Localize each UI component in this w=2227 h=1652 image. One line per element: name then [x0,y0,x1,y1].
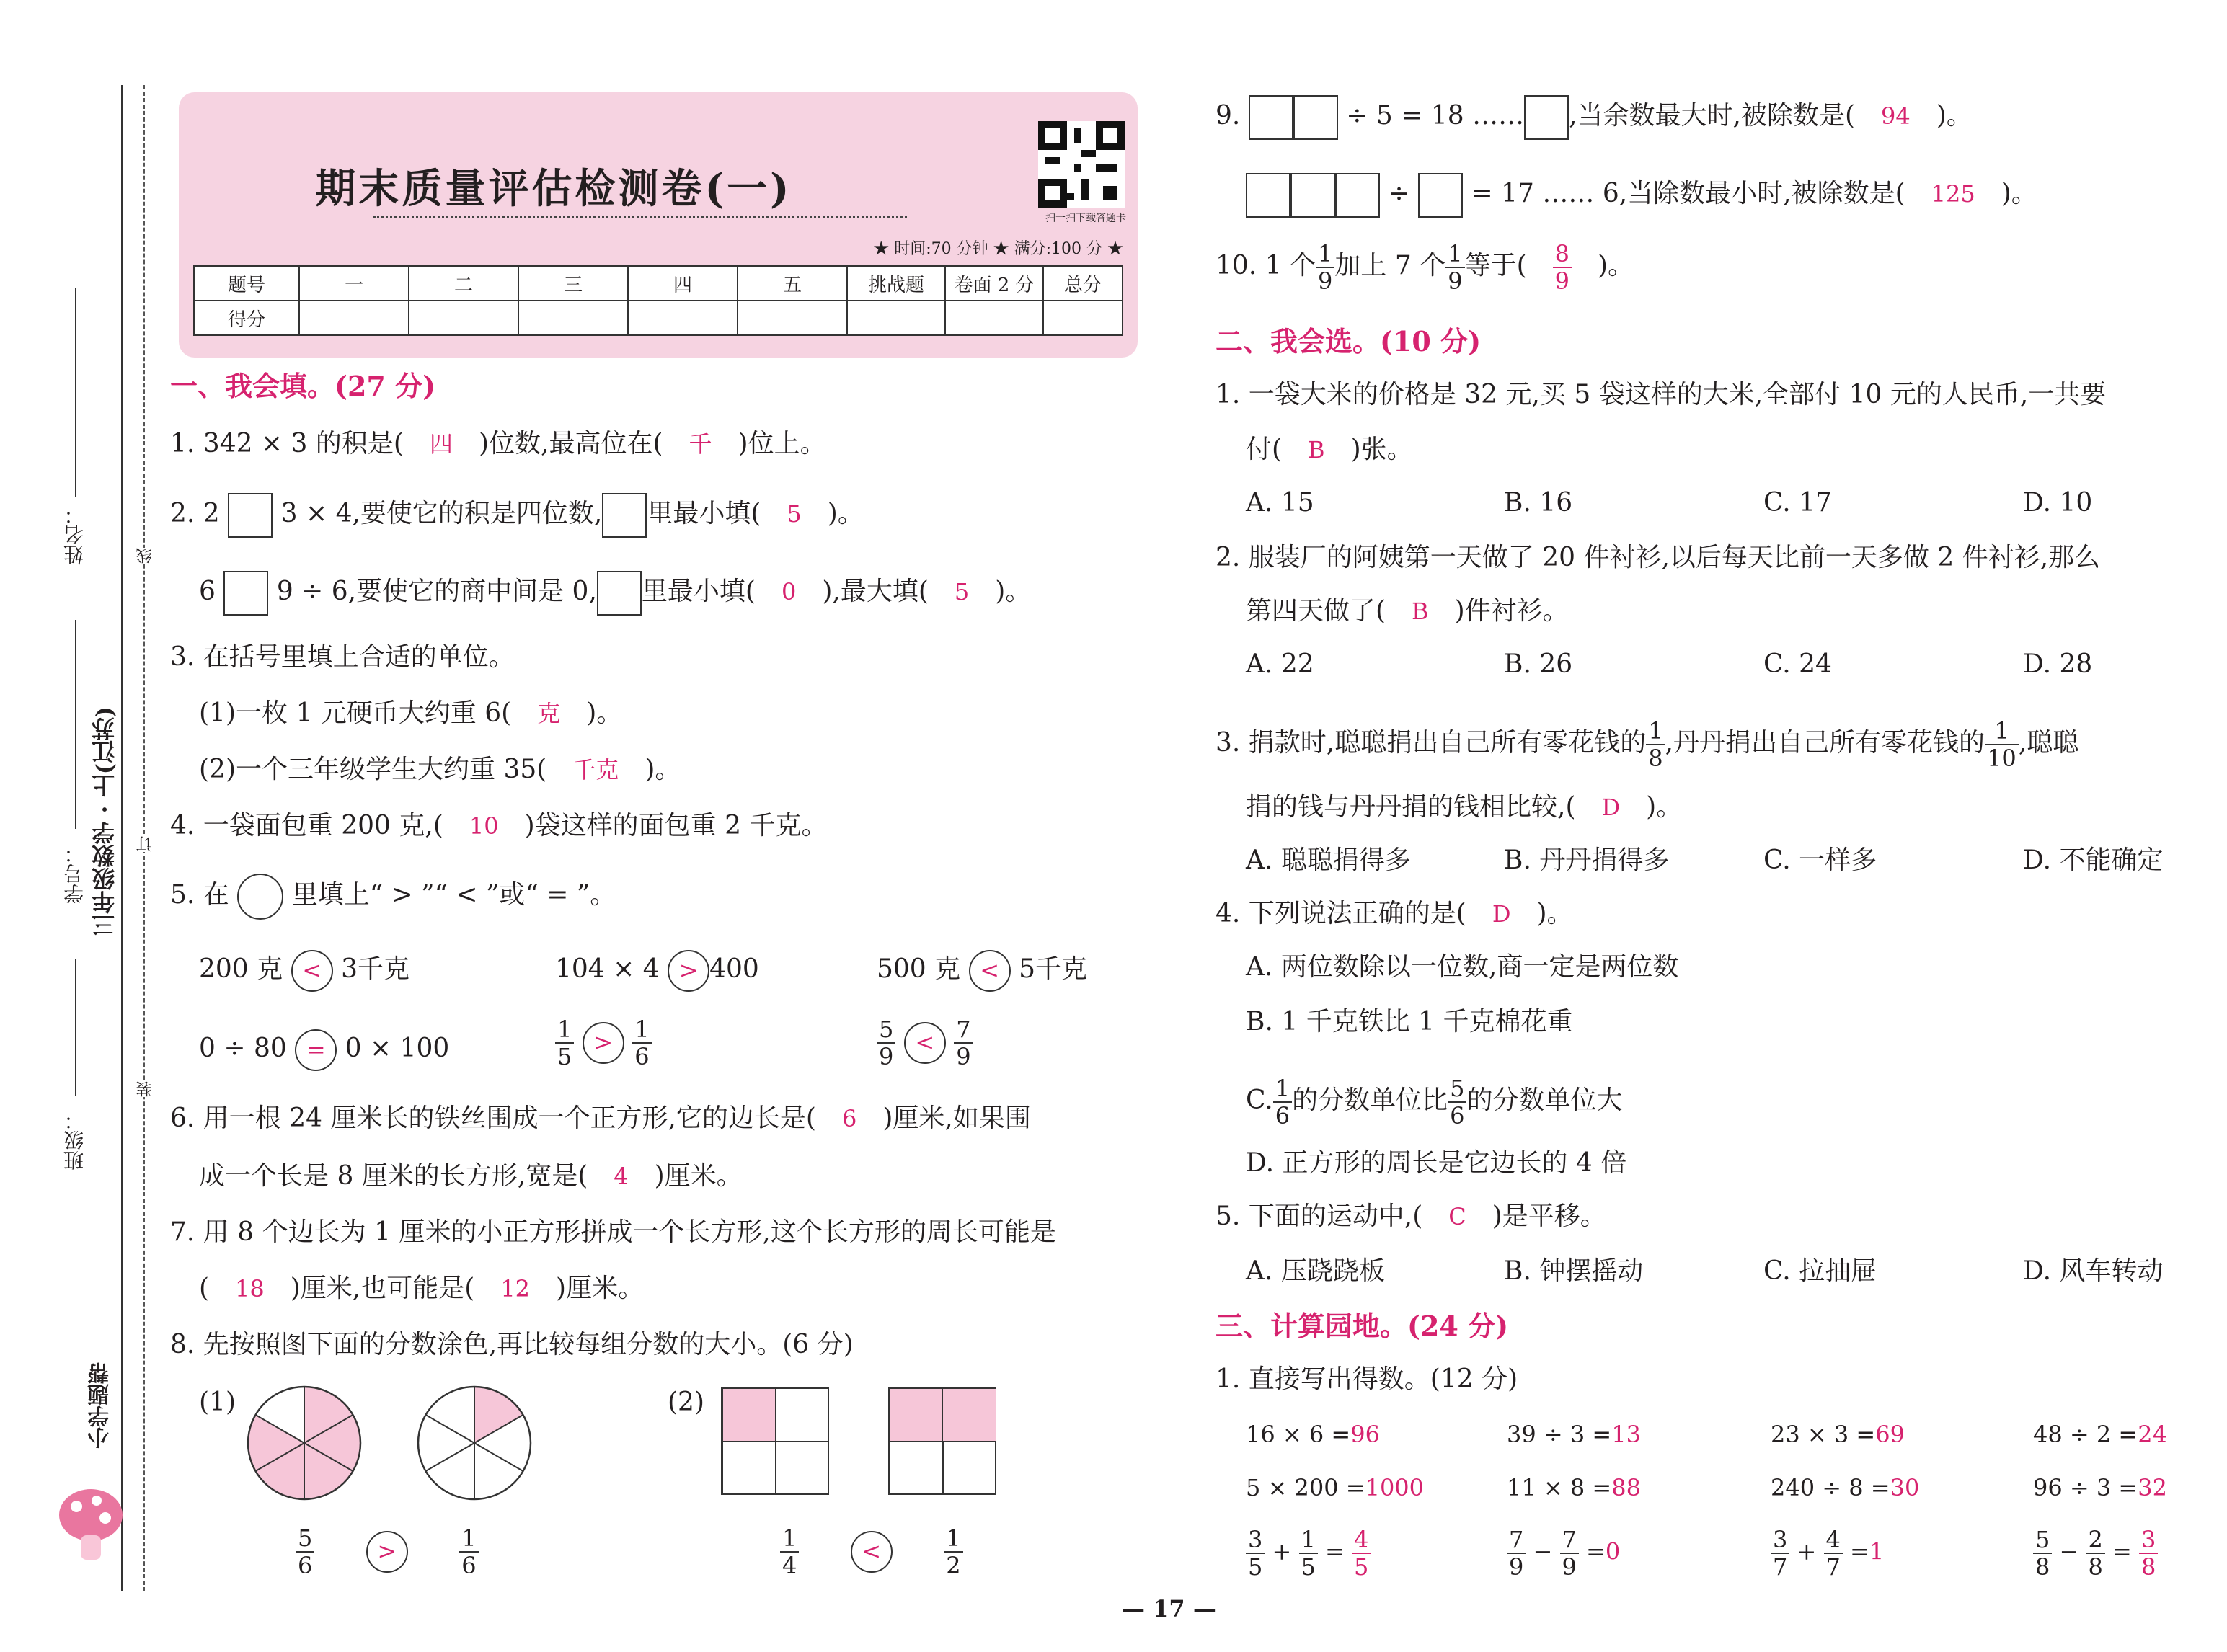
page-number: — 17 — [1122,1595,1216,1622]
q-text: )位数,最高位在( [478,429,663,458]
score-input-cell[interactable] [518,301,628,335]
q-text: (1)一枚 1 元硬币大约重 6( [199,698,512,728]
answer: D [1492,900,1511,928]
q-text: 6. 用一根 24 厘米长的铁丝围成一个正方形,它的边长是( [170,1103,816,1133]
q-text: 成一个长是 8 厘米的长方形,宽是( [199,1161,588,1191]
fraction: $\frac{1}{2}$ [944,1525,962,1578]
q-text: ( [199,1274,210,1303]
name-blank-line[interactable] [75,288,76,497]
choice-option[interactable]: C. 17 [1763,488,1832,518]
title-dotted-line [373,216,907,218]
fraction: $\frac{7}{9}$ [954,1016,973,1070]
answer-fraction: $\frac{4}{5}$ [1352,1527,1371,1580]
question-1-1 [170,428,826,460]
choice-option[interactable]: A. 15 [1246,488,1314,518]
compare-left: 200 克 [199,954,283,984]
choice-option[interactable]: C. 24 [1763,649,1832,679]
compare-item [555,950,759,992]
compare-right: 5千克 [1019,954,1087,984]
section-3-heading: 三、计算园地。(24 分) [1216,1310,1509,1342]
q-text: )。 [1597,251,1634,280]
choice-2a: 2. 服装厂的阿姨第一天做了 20 件衬衫,以后每天比前一天多做 2 件衬衫,那么 [1216,543,2101,572]
score-table-header-row [194,266,1123,301]
q-text: 第四天做了( [1246,596,1386,626]
answer: D [1601,794,1621,821]
compare-left: 104 × 4 [555,954,660,984]
q-text: )袋这样的面包重 2 千克。 [524,811,828,840]
score-row-label: 得分 [194,301,299,335]
fraction: $\frac{4}{7}$ [1824,1527,1843,1580]
q-text: 5. 下面的运动中,( [1216,1202,1423,1231]
calc-item: 23 × 3 =69 [1771,1421,1905,1448]
score-input-cell[interactable] [628,301,738,335]
header-panel [179,92,1138,358]
q-text: 捐的钱与丹丹捐的钱相比较,( [1246,792,1576,822]
calc-item: 48 ÷ 2 =24 [2033,1421,2167,1448]
compare-item [199,950,409,992]
answer: 四 [429,430,453,458]
cut-line-text-3: 装 [134,1081,156,1097]
score-input-cell[interactable] [847,301,945,335]
compare-item [555,1016,652,1070]
q-text: 付( [1246,435,1283,464]
choice-option[interactable]: A. 聪聪捐得多 [1246,845,1411,875]
choice-option[interactable]: B. 丹丹捐得多 [1504,845,1670,875]
fraction: $\frac{5}{6}$ [1448,1075,1466,1129]
q8-part1-compare [296,1525,479,1578]
answer: 13 [1611,1421,1641,1448]
choice-1b [1246,434,1413,466]
compare-answer-circle[interactable]: > [366,1531,408,1573]
choice-option[interactable]: C. 拉抽屉 [1763,1256,1877,1286]
compare-item [877,950,1087,992]
answer: 94 [1881,102,1911,130]
question-1-5 [170,874,616,920]
choice-option[interactable]: A. 压跷跷板 [1246,1256,1385,1286]
calc-item: 96 ÷ 3 =32 [2033,1474,2167,1501]
calc-item: 11 × 8 =88 [1507,1474,1641,1501]
answer: 96 [1350,1421,1380,1448]
answer: 5 [787,500,802,528]
calc-item: 16 × 6 =96 [1246,1421,1380,1448]
id-label: 学号： [63,843,87,904]
calc-item: 39 ÷ 3 =13 [1507,1421,1641,1448]
choice-option[interactable]: B. 26 [1504,649,1573,679]
q8-part1-label: (1) [199,1387,236,1417]
q-text: (2)一个三年级学生大约重 35( [199,755,547,784]
mushroom-logo-icon [55,1485,127,1564]
q-text: )张。 [1350,435,1413,464]
qr-caption: 扫一扫下载答题卡 [1045,213,1126,224]
q-text: )。 [827,499,864,528]
fraction: $\frac{7}{9}$ [1507,1527,1526,1580]
section-1-heading: 一、我会填。(27 分) [170,370,436,402]
compare-answer-circle[interactable]: < [969,950,1011,992]
q-text: 2. 2 [170,499,220,528]
q-text: )。 [1936,101,1973,130]
choice-5 [1216,1201,1606,1233]
q-text: 里最小填( [641,577,756,606]
choice-3a [1216,718,2078,771]
answer: 10 [469,812,499,840]
book-label: 三年级数学 · 上(江苏) [91,706,118,937]
fraction: $\frac{2}{8}$ [2086,1527,2105,1580]
class-blank-line[interactable] [75,959,76,1096]
answer: 6 [841,1105,857,1132]
q-text: ,丹丹捐出自己所有零花钱的 [1665,728,1985,758]
fraction: $\frac{5}{6}$ [296,1525,314,1578]
choice-option[interactable]: B. 1 千克铁比 1 千克棉花重 [1246,1007,1573,1036]
compare-answer-circle[interactable]: < [904,1022,946,1064]
class-label: 班级： [63,1110,87,1171]
score-cell: 题号 [194,266,299,301]
compare-item [199,1029,449,1071]
calc-item: $\frac{3}{5}$ + $\frac{1}{5}$ = $\frac{4}{5}$ [1246,1527,1371,1580]
score-cell: 一 [299,266,409,301]
score-cell: 三 [518,266,628,301]
fraction: $\frac{5}{8}$ [2033,1527,2052,1580]
fraction: $\frac{1}{8}$ [1646,718,1665,771]
answer: 0 [1605,1537,1621,1566]
answer: 69 [1875,1421,1905,1448]
fraction: $\frac{7}{9}$ [1560,1527,1579,1580]
fraction: $\frac{1}{4}$ [780,1525,799,1578]
choice-option[interactable]: A. 22 [1246,649,1314,679]
answer: 24 [2138,1421,2167,1448]
compare-answer-circle[interactable]: = [295,1029,337,1071]
answer-box[interactable] [1249,95,1293,140]
choice-option[interactable]: D. 风车转动 [2023,1256,2164,1286]
compare-right: 0 × 100 [345,1034,450,1063]
q-text: )厘米,也可能是( [290,1274,475,1303]
question-1-2a [170,493,864,538]
q-text: 等于( [1464,251,1527,280]
question-1-8: 8. 先按照图下面的分数涂色,再比较每组分数的大小。(6 分) [170,1330,854,1359]
q-text: )。 [645,755,681,784]
grid-one-half[interactable] [888,1387,996,1495]
question-1-6b [199,1160,743,1192]
q-text: ),最大填( [822,577,929,606]
q-text: )。 [1646,792,1683,822]
question-1-7b [199,1273,644,1305]
score-table [193,265,1123,336]
question-1-9a [1216,95,1973,140]
q-text: )厘米,如果围 [882,1103,1031,1133]
answer: 32 [2138,1474,2167,1501]
answer: 克 [537,700,561,727]
compare-item [877,1016,973,1070]
choice-option[interactable]: B. 16 [1504,488,1573,518]
score-table-score-row [194,301,1123,335]
pie-one-sixth[interactable] [415,1384,533,1502]
answer: 125 [1931,180,1975,208]
answer: 30 [1890,1474,1920,1501]
id-blank-line[interactable] [75,620,76,829]
exam-meta: ★ 时间:70 分钟 ★ 满分:100 分 ★ [873,240,1123,258]
choice-option[interactable]: C. 一样多 [1763,845,1877,875]
q-text: 9. [1216,101,1241,130]
q-text: 1. 342 × 3 的积是( [170,429,404,458]
calc-item: 240 ÷ 8 =30 [1771,1474,1920,1501]
choice-option[interactable]: D. 正方形的周长是它边长的 4 倍 [1246,1148,1627,1178]
fraction: $\frac{1}{5}$ [555,1016,574,1070]
q-text: 的分数单位大 [1466,1085,1623,1115]
answer-box[interactable] [1335,173,1380,218]
fraction: $\frac{1}{6}$ [459,1525,478,1578]
q-text: )件衬衫。 [1454,596,1569,626]
score-cell: 挑战题 [847,266,945,301]
answer-box[interactable] [602,493,647,538]
answer: 4 [614,1163,629,1190]
choice-option[interactable] [1246,1075,1622,1129]
fraction: $\frac{1}{10}$ [1985,718,2019,771]
answer-fraction: $\frac{3}{8}$ [2139,1527,2158,1580]
fraction: $\frac{1}{5}$ [1299,1527,1318,1580]
choice-option[interactable]: A. 两位数除以一位数,商一定是两位数 [1246,952,1679,982]
q-text: C. [1246,1085,1273,1115]
score-cell: 四 [628,266,738,301]
q8-part2-compare [780,1525,963,1578]
calc-1-heading: 1. 直接写出得数。(12 分) [1216,1364,1518,1394]
calc-item: $\frac{3}{7}$ + $\frac{4}{7}$ =1 [1771,1527,1884,1580]
score-cell: 二 [409,266,518,301]
answer: 1 [1869,1537,1885,1566]
q-text: 10. 1 个 [1216,251,1316,280]
compare-right: 3千克 [341,954,409,984]
fraction: $\frac{5}{9}$ [877,1016,895,1070]
q-text: ,聪聪 [2018,728,2079,758]
answer-box[interactable] [1524,95,1569,140]
q-text: )。 [995,577,1032,606]
q-text: 的分数单位比 [1292,1085,1448,1115]
answer: C [1448,1203,1466,1230]
calc-item: 5 × 200 =1000 [1246,1474,1425,1501]
choice-2b [1246,595,1569,627]
page-title: 期末质量评估检测卷(一) [315,165,792,213]
q-text: = 17 …… 6,当除数最小时,被除数是( [1471,179,1905,208]
q-text: 5. 在 [170,880,229,910]
choice-3b [1246,791,1682,823]
q-text: 里填上“ > ”“ < ”或“ = ”。 [291,880,616,910]
fraction: $\frac{1}{9}$ [1445,241,1464,294]
question-1-10 [1216,241,1634,294]
answer: 千 [689,430,712,458]
choice-4 [1216,898,1573,930]
q-text: 4. 下列说法正确的是( [1216,899,1466,928]
score-cell: 五 [738,266,847,301]
compare-answer-circle[interactable]: > [668,950,709,992]
compare-left: 500 克 [877,954,961,984]
choice-1a: 1. 一袋大米的价格是 32 元,买 5 袋这样的大米,全部付 10 元的人民币,一共要 [1216,380,2107,409]
question-1-7a: 7. 用 8 个边长为 1 厘米的小正方形拼成一个长方形,这个长方形的周长可能是 [170,1217,1056,1247]
calc-item: $\frac{7}{9}$ − $\frac{7}{9}$ =0 [1507,1527,1620,1580]
q-text: )厘米。 [654,1161,743,1191]
q-text: 6 [199,577,216,606]
pie-five-sixths[interactable] [245,1384,363,1502]
answer: 0 [781,578,797,605]
score-input-cell[interactable] [299,301,409,335]
answer: 5 [954,578,970,605]
compare-answer-circle[interactable]: > [583,1022,624,1064]
q-text: ÷ [1388,179,1410,208]
fraction: $\frac{1}{6}$ [1273,1075,1292,1129]
answer: 12 [500,1275,531,1302]
section-2-heading: 二、我会选。(10 分) [1216,325,1482,358]
cut-line-text-2: 订 [134,836,156,852]
brand-text: 小学题帮 [88,1362,113,1449]
q-text: 加上 7 个 [1334,251,1446,280]
name-label: 姓名： [63,505,87,565]
q-text: )是平移。 [1492,1202,1606,1231]
q-text: )。 [2001,179,2037,208]
answer-box[interactable] [1418,173,1463,218]
score-input-cell[interactable] [1043,301,1123,335]
compare-right: 400 [709,954,759,984]
question-1-3: 3. 在括号里填上合适的单位。 [170,642,515,672]
question-1-3-2 [199,754,681,786]
q-text: )厘米。 [556,1274,645,1303]
answer-box[interactable] [228,493,273,538]
question-1-6a [170,1103,1031,1134]
q-text: 里最小填( [647,499,761,528]
score-cell: 卷面 2 分 [945,266,1043,301]
compare-answer-circle[interactable]: < [291,950,333,992]
fraction: $\frac{3}{5}$ [1246,1527,1265,1580]
q8-part2-label: (2) [668,1387,704,1417]
score-input-cell[interactable] [409,301,518,335]
compare-answer-circle[interactable]: < [851,1531,893,1573]
q-text: 3. 捐款时,聪聪捐出自己所有零花钱的 [1216,728,1647,758]
q-text: )。 [586,698,623,728]
q-text: 3 × 4,要使它的积是四位数, [280,499,603,528]
score-input-cell[interactable] [945,301,1043,335]
question-1-2b [199,571,1031,616]
fraction: $\frac{1}{6}$ [632,1016,651,1070]
question-1-9b [1246,173,2037,218]
answer: 18 [235,1275,265,1302]
choice-option[interactable]: D. 不能确定 [2023,845,2164,875]
cut-line-text-1: 线 [134,548,156,564]
calc-item: $\frac{5}{8}$ − $\frac{2}{8}$ = $\frac{3}{8}$ [2033,1527,2158,1580]
score-cell: 总分 [1043,266,1123,301]
answer: B [1308,436,1325,463]
answer: 千克 [572,756,619,783]
answer-box[interactable] [597,571,642,616]
choice-option[interactable]: D. 10 [2023,488,2093,518]
qr-code-icon[interactable] [1038,121,1125,208]
q-text: ,当余数最大时,被除数是( [1569,101,1856,130]
fraction: $\frac{3}{7}$ [1771,1527,1789,1580]
answer: 88 [1611,1474,1641,1501]
answer-box[interactable] [1293,95,1338,140]
answer-fraction: $\frac{8}{9}$ [1553,241,1572,294]
answer-box[interactable] [1246,173,1290,218]
q-text: )位上。 [738,429,826,458]
compare-circle [237,874,283,920]
question-1-3-1 [199,698,622,729]
q-text: 4. 一袋面包重 200 克,( [170,811,443,840]
answer: B [1412,598,1429,625]
binding-margin [0,0,173,1652]
q-text: )。 [1536,899,1573,928]
score-input-cell[interactable] [738,301,847,335]
q-text: 9 ÷ 6,要使它的商中间是 0, [276,577,597,606]
compare-left: 0 ÷ 80 [199,1034,287,1063]
answer-box[interactable] [1290,173,1335,218]
choice-option[interactable]: D. 28 [2023,649,2093,679]
q-text: ÷ 5 = 18 …… [1346,101,1525,130]
margin-solid-line [121,85,123,1591]
choice-option[interactable]: B. 钟摆摇动 [1504,1256,1644,1286]
fraction: $\frac{1}{9}$ [1316,241,1334,294]
question-1-4 [170,810,827,842]
answer-box[interactable] [223,571,268,616]
grid-one-quarter[interactable] [721,1387,829,1495]
answer: 1000 [1365,1474,1425,1501]
